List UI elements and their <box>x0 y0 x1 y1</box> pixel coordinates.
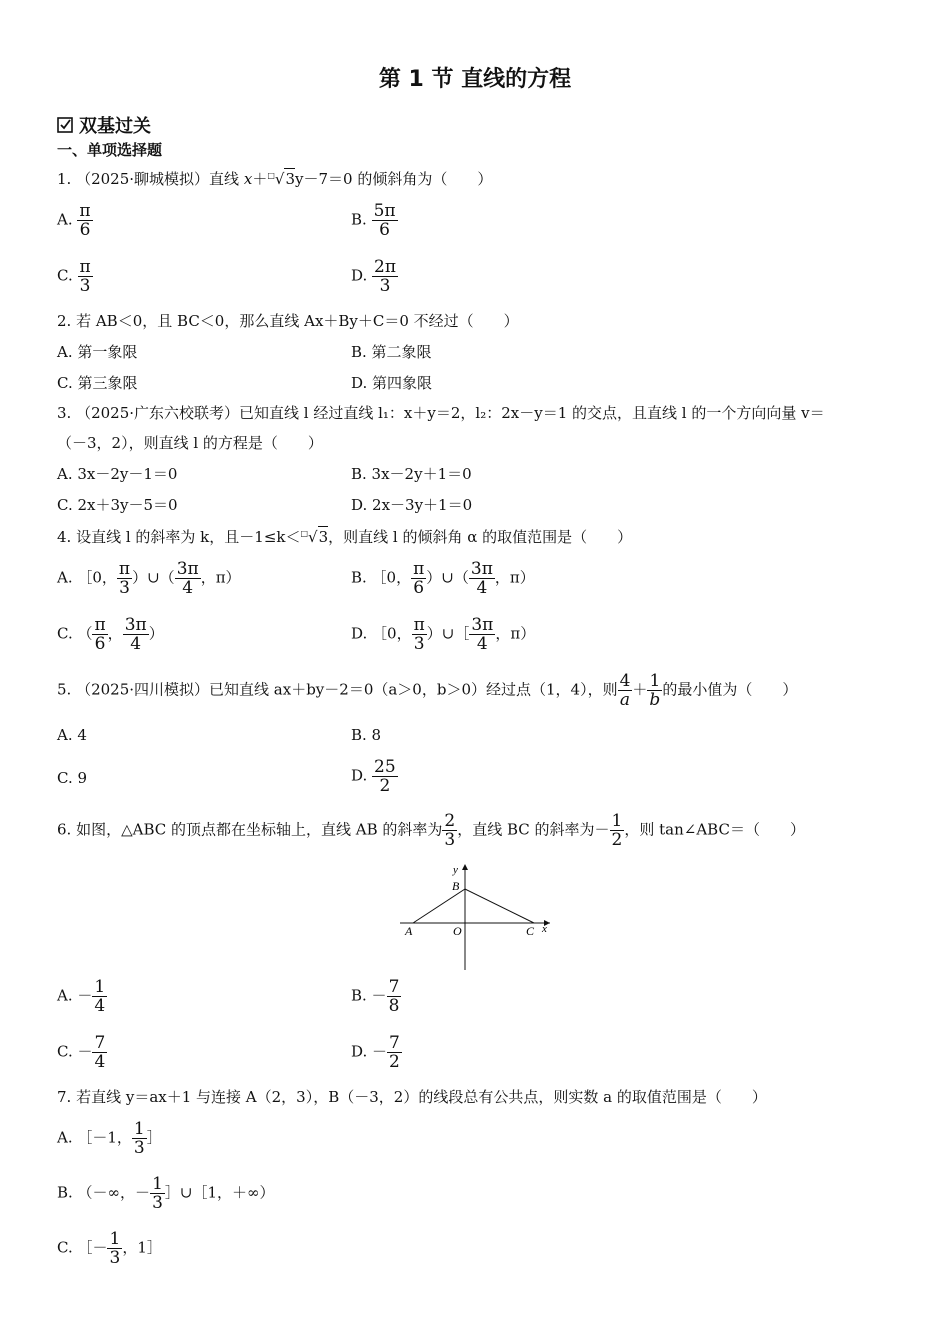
q5-option-d: D. $\frac{25}{2}$ <box>351 757 396 796</box>
q5-option-c: C. 9 <box>57 769 88 787</box>
q3-option-b: B. 3x－2y＋1＝0 <box>351 465 472 483</box>
q1-option-c: C. $\frac{\pi}{3}$ <box>57 257 91 296</box>
q2-option-d: D. 第四象限 <box>351 374 433 392</box>
q1-option-a: A. $\frac{\pi}{6}$ <box>57 201 91 240</box>
q1-option-d: D. $\frac{2\pi}{3}$ <box>351 257 397 296</box>
subsection-title: 一、单项选择题 <box>57 141 163 159</box>
question-3-line-2: （－3，2），则直线 l 的方程是（ ） <box>57 434 323 452</box>
q4-option-b: B. ［0， $\frac{\pi}{6}$ ）∪（ $\frac{3\pi}{4}$ ，π） <box>351 559 535 598</box>
question-5: 5. （2025·四川模拟）已知直线 ax＋by－2＝0（a＞0，b＞0）经过点（1，4），则 $\frac{4}{a}$ ＋ $\frac{1}{b}$ 的最小值为（ ） <box>57 671 798 710</box>
triangle-figure <box>395 860 555 975</box>
q7-option-a: A. ［－1， $\frac{1}{3}$ ］ <box>57 1119 162 1158</box>
q5-option-b: B. 8 <box>351 726 382 744</box>
q6-option-d: D. － $\frac{7}{2}$ <box>351 1033 400 1072</box>
question-1: 1. （2025·聊城模拟）直线 x＋□√3y－7＝0 的倾斜角为（ ） <box>57 170 493 188</box>
point-c-label: C <box>526 924 535 938</box>
section-heading <box>57 112 151 138</box>
question-6: 6. 如图，△ABC 的顶点都在坐标轴上，直线 AB 的斜率为 $\frac{2}{3}$ ，直线 BC 的斜率为－ $\frac{1}{2}$ ，则 tan∠ABC＝（ ） <box>57 811 805 850</box>
section-title: 双基过关 <box>79 116 151 137</box>
q6-option-b: B. － $\frac{7}{8}$ <box>351 977 400 1016</box>
point-b-label: B <box>452 879 460 893</box>
q2-option-b: B. 第二象限 <box>351 343 432 361</box>
page-title: 第 1 节 直线的方程 <box>378 67 572 92</box>
q3-option-d: D. 2x－3y＋1＝0 <box>351 496 473 514</box>
q6-option-a: A. － $\frac{1}{4}$ <box>57 977 106 1016</box>
q3-option-c: C. 2x＋3y－5＝0 <box>57 496 178 514</box>
q4-option-d: D. ［0， $\frac{\pi}{3}$ ）∪［ $\frac{3\pi}{4}$ ，π） <box>351 615 536 654</box>
question-4: 4. 设直线 l 的斜率为 k，且－1≤k＜□√3，则直线 l 的倾斜角 α 的取值范围是（ ） <box>57 528 633 546</box>
q7-option-b: B. （－∞，－ $\frac{1}{3}$ ］∪［1，＋∞） <box>57 1174 275 1213</box>
q3-option-a: A. 3x－2y－1＝0 <box>57 465 178 483</box>
question-2: 2. 若 AB＜0，且 BC＜0，那么直线 Ax＋By＋C＝0 不经过（ ） <box>57 312 519 330</box>
q4-option-c: C. （ $\frac{\pi}{6}$ ， $\frac{3\pi}{4}$ ） <box>57 615 164 654</box>
checkbox-icon <box>57 117 73 133</box>
q7-option-c: C. ［－ $\frac{1}{3}$ ，1］ <box>57 1229 162 1268</box>
question-7: 7. 若直线 y＝ax＋1 与连接 A（2，3），B（－3，2）的线段总有公共点，则实数 a 的取值范围是（ ） <box>57 1088 767 1106</box>
q6-option-c: C. － $\frac{7}{4}$ <box>57 1033 106 1072</box>
x-axis-label: x <box>542 923 547 935</box>
q4-option-a: A. ［0， $\frac{\pi}{3}$ ）∪（ $\frac{3\pi}{4}$ ，π） <box>57 559 241 598</box>
q1-option-b: B. $\frac{5\pi}{6}$ <box>351 201 396 240</box>
q5-option-a: A. 4 <box>57 726 87 744</box>
y-axis-label: y <box>453 864 458 876</box>
origin-label: O <box>453 924 462 938</box>
point-a-label: A <box>405 924 413 938</box>
q2-option-a: A. 第一象限 <box>57 343 138 361</box>
question-3-line-1: 3. （2025·广东六校联考）已知直线 l 经过直线 l₁：x＋y＝2，l₂：2x－y＝1 的交点，且直线 l 的一个方向向量 v＝ <box>57 404 825 422</box>
q2-option-c: C. 第三象限 <box>57 374 138 392</box>
